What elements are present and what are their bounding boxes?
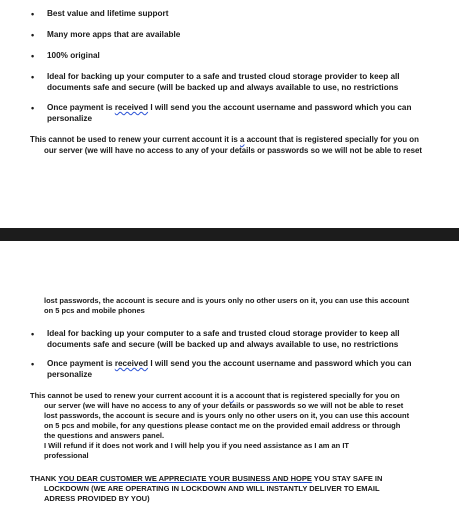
spellcheck-word: received xyxy=(114,359,149,368)
bullet-item xyxy=(31,72,423,93)
bullet-text: Ideal for backing up your computer to a safe and trusted cloud storage provider to keep all documents safe and secure (will be backed up and always available to use, no restrictions xyxy=(47,329,400,349)
bullet-item xyxy=(31,51,431,62)
paragraph-line: our server (we will have no access to any of your details or passwords so we will not be able to reset xyxy=(44,401,404,410)
continued-paragraph xyxy=(44,296,444,316)
grammar-word: a xyxy=(240,135,245,144)
document-page-bottom xyxy=(0,241,459,513)
closing-paragraph xyxy=(30,474,442,504)
paragraph-line: the questions and answers panel. xyxy=(44,431,165,440)
bullet-item xyxy=(31,359,423,380)
bullet-item xyxy=(31,30,431,41)
bullet-dot-icon: • xyxy=(31,359,35,369)
document-page-top xyxy=(0,0,459,228)
paragraph-line: LOCKDOWN (WE ARE OPERATING IN LOCKDOWN AND WILL INSTANTLY DELIVER TO EMAIL xyxy=(44,484,380,493)
bullet-item xyxy=(31,103,423,124)
bullet-text: Ideal for backing up your computer to a safe and trusted cloud storage provider to keep all documents safe and secure (will be backed up and always available to use, no restrictions xyxy=(47,72,400,92)
bullet-dot-icon: • xyxy=(31,9,35,19)
paragraph-line: on 5 pcs and mobile, for any questions please contact me on the provided email address or through xyxy=(44,421,401,430)
body-paragraph xyxy=(30,391,442,461)
bullet-dot-icon: • xyxy=(31,72,35,82)
spellcheck-word: received xyxy=(114,103,149,112)
bullet-text: 100% original xyxy=(47,51,100,60)
paragraph-line: lost passwords, the account is secure and is yours only no other users on it, you can use this account xyxy=(44,296,410,305)
paragraph-line: lost passwords, the account is secure and is yours only no other users on it, you can use this account xyxy=(44,411,410,420)
page-break-divider xyxy=(0,228,459,241)
paragraph-line: THANK YOU DEAR CUSTOMER WE APPRECIATE YOUR BUSINESS AND HOPE YOU STAY SAFE IN xyxy=(30,474,383,483)
paragraph-line: our server (we will have no access to any of your details or passwords so we will not be able to reset xyxy=(44,146,422,155)
bullet-text: Once payment is received I will send you the account username and password which you can personalize xyxy=(47,103,412,123)
bullet-item xyxy=(31,9,431,20)
paragraph-line: I Will refund if it does not work and I will help you if you need assistance as I am an IT xyxy=(44,441,349,450)
body-paragraph xyxy=(30,134,430,156)
paragraph-line: professional xyxy=(44,451,89,460)
bullet-dot-icon: • xyxy=(31,103,35,113)
grammar-word: a xyxy=(229,391,234,400)
bullet-text: Once payment is received I will send you the account username and password which you can personalize xyxy=(47,359,412,379)
bullet-text: Many more apps that are available xyxy=(47,30,181,39)
bullet-text: Best value and lifetime support xyxy=(47,9,169,18)
underlined-text: YOU DEAR CUSTOMER WE APPRECIATE YOUR BUSINESS AND HOPE xyxy=(58,474,312,483)
bullet-dot-icon: • xyxy=(31,329,35,339)
paragraph-line: on 5 pcs and mobile phones xyxy=(44,306,145,315)
bullet-item xyxy=(31,329,423,350)
paragraph-line: This cannot be used to renew your current account it is a account that is registered specially for you on xyxy=(30,135,419,144)
bullet-dot-icon: • xyxy=(31,51,35,61)
bullet-dot-icon: • xyxy=(31,30,35,40)
paragraph-line: ADRESS PROVIDED BY YOU) xyxy=(44,494,150,503)
paragraph-line: This cannot be used to renew your current account it is a account that is registered specially for you on xyxy=(30,391,400,400)
